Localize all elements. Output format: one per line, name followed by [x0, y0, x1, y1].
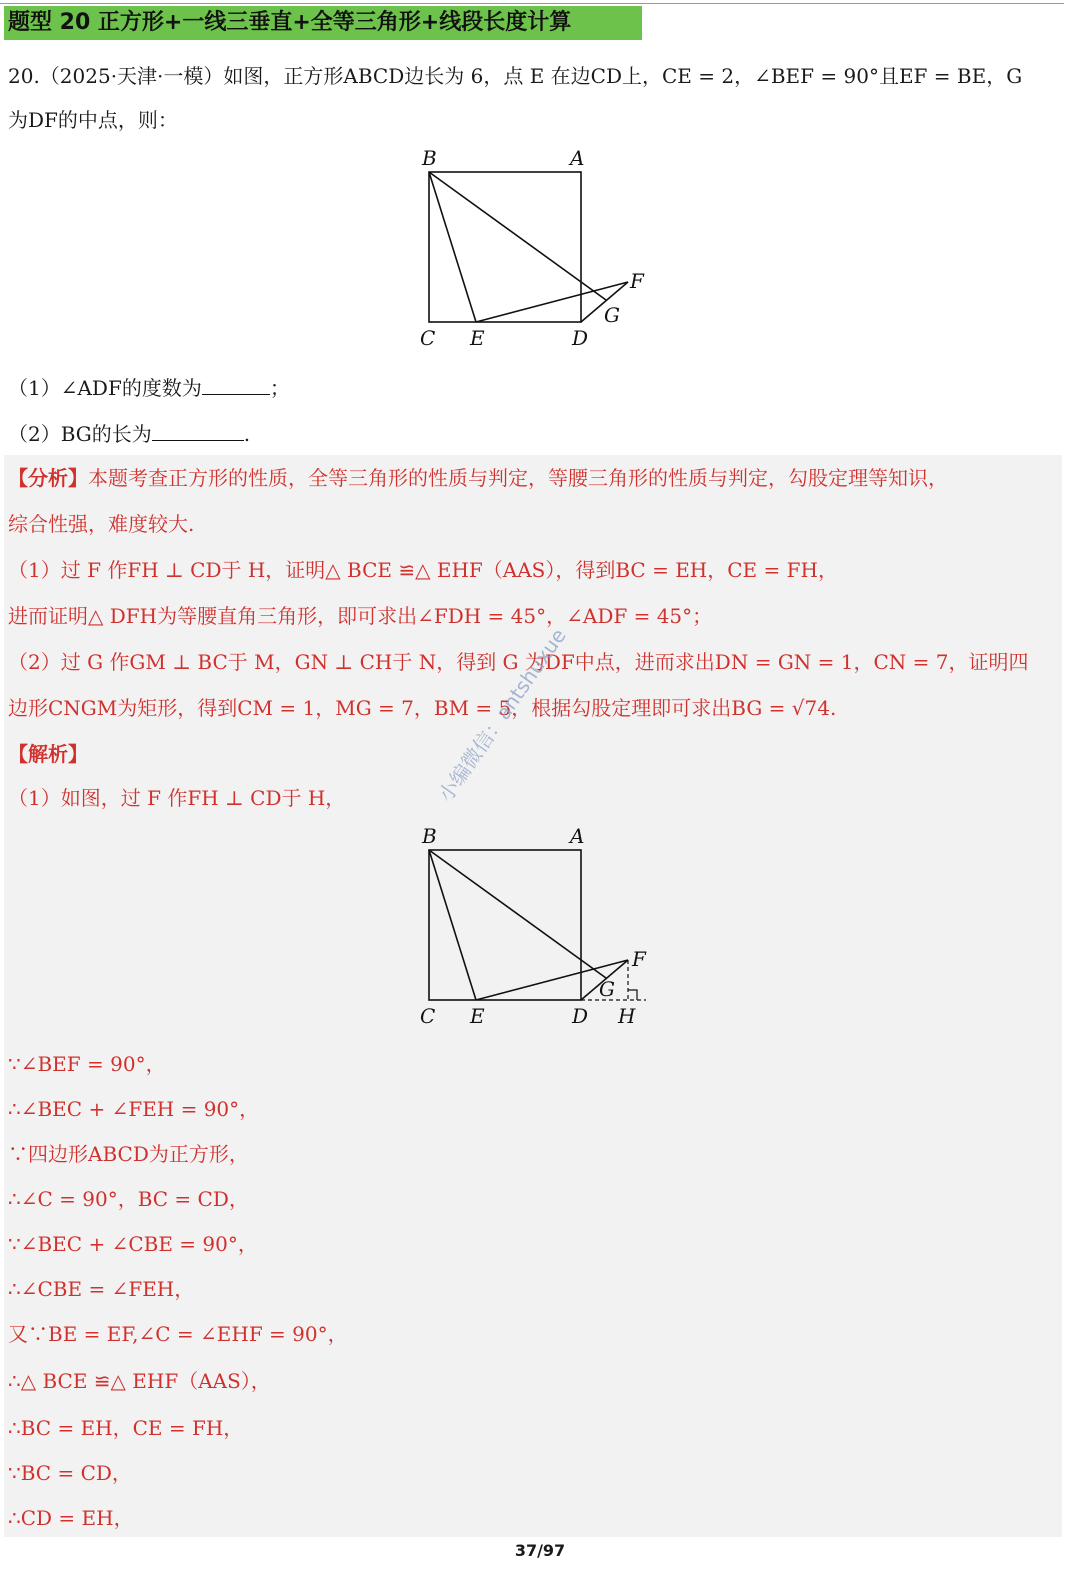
blank-1-prompt: （1）∠ADF的度数为 — [8, 376, 202, 400]
label-c-2: C — [420, 1004, 436, 1028]
section-title: 题型 20 正方形+一线三垂直+全等三角形+线段长度计算 — [4, 6, 642, 40]
label-b: B — [422, 146, 437, 170]
blank-1-suffix: ； — [269, 376, 290, 400]
label-g-2: G — [599, 977, 615, 1001]
answer-blank-2[interactable] — [152, 420, 244, 441]
blank-2-suffix: . — [243, 422, 251, 446]
watermark: 小编微信：antshuxue — [433, 624, 571, 807]
label-e-2: E — [470, 1004, 485, 1028]
analysis-line-1 — [8, 462, 948, 491]
label-e: E — [470, 326, 485, 350]
analysis-tag: 【分析】 — [8, 466, 88, 490]
figure-2 — [400, 818, 680, 1038]
label-d-2: D — [572, 1004, 589, 1028]
label-d: D — [572, 326, 589, 350]
question-line-2: 为DF的中点，则： — [8, 108, 178, 132]
step-9: ∴BC = EH，CE = FH， — [8, 1416, 244, 1440]
label-f-2: F — [632, 947, 646, 971]
question-line-1: 20.（2025·天津·一模）如图，正方形ABCD边长为 6，点 E 在边CD上，CE = 2，∠BEF = 90°且EF = BE，G — [8, 64, 1023, 88]
step-4: ∴∠C = 90°，BC = CD， — [8, 1187, 249, 1211]
analysis-line-4: 进而证明△ DFH为等腰直角三角形，即可求出∠FDH = 45°，∠ADF = 45°； — [8, 604, 713, 628]
analysis-text-1: 本题考查正方形的性质，全等三角形的性质与判定，等腰三角形的性质与判定，勾股定理等知识， — [88, 466, 948, 490]
solution-intro: （1）如图，过 F 作FH ⊥ CD于 H， — [8, 786, 346, 810]
step-6: ∴∠CBE = ∠FEH， — [8, 1277, 195, 1301]
step-10: ∵BC = CD， — [8, 1461, 132, 1485]
label-f: F — [630, 269, 644, 293]
label-g: G — [604, 303, 620, 327]
blank-2-prompt: （2）BG的长为 — [8, 422, 152, 446]
label-c: C — [420, 326, 436, 350]
segment-bg — [429, 172, 606, 300]
label-h-2: H — [618, 1004, 636, 1028]
step-2: ∴∠BEC + ∠FEH = 90°， — [8, 1097, 260, 1121]
label-a-2: A — [570, 824, 585, 848]
figure-1 — [400, 140, 680, 360]
step-5: ∵∠BEC + ∠CBE = 90°， — [8, 1232, 258, 1256]
step-11: ∴CD = EH， — [8, 1506, 134, 1530]
segment-be — [429, 172, 476, 322]
right-angle-mark — [628, 990, 637, 1000]
analysis-line-6: 边形CNGM为矩形，得到CM = 1，MG = 7，BM = 5，根据勾股定理即可求出BG = √74. — [8, 696, 837, 720]
step-8: ∴△ BCE ≌△ EHF（AAS）， — [8, 1369, 271, 1393]
label-b-2: B — [422, 824, 437, 848]
analysis-line-3: （1）过 F 作FH ⊥ CD于 H，证明△ BCE ≌△ EHF（AAS），得到BC = EH，CE = FH， — [8, 558, 838, 582]
segment-be-2 — [429, 850, 476, 1000]
label-a: A — [570, 146, 585, 170]
blank-question-1 — [8, 372, 290, 401]
segment-bg-2 — [429, 850, 606, 978]
step-3: ∵四边形ABCD为正方形， — [8, 1142, 249, 1166]
analysis-line-2: 综合性强，难度较大. — [8, 512, 195, 536]
blank-question-2 — [8, 418, 250, 447]
answer-blank-1[interactable] — [202, 374, 270, 395]
step-1: ∵∠BEF = 90°， — [8, 1052, 166, 1076]
solution-tag: 【解析】 — [8, 742, 88, 766]
step-7: 又∵BE = EF,∠C = ∠EHF = 90°， — [8, 1322, 348, 1346]
top-rule — [0, 3, 1064, 4]
page-number: 37/97 — [514, 1541, 566, 1560]
analysis-line-5: （2）过 G 作GM ⊥ BC于 M，GN ⊥ CH于 N，得到 G 为DF中点，进而求出DN = GN = 1，CN = 7，证明四 — [8, 650, 1029, 674]
